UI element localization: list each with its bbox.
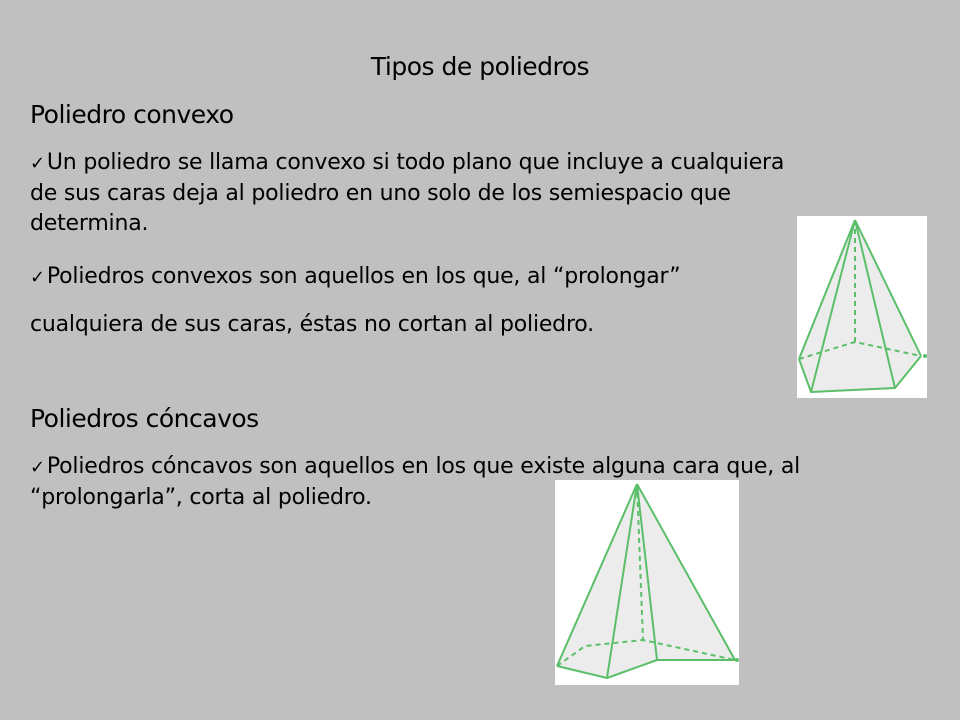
- check-icon: ✓: [30, 457, 45, 478]
- check-icon: ✓: [30, 153, 45, 174]
- convex-pyramid-figure: [797, 216, 927, 398]
- check-icon: ✓: [30, 267, 45, 288]
- convex-bullet-2-text: Poliedros convexos son aquellos en los que, al “prolongar”: [46, 264, 681, 289]
- concave-heading: Poliedros cóncavos: [30, 404, 259, 433]
- convex-heading: Poliedro convexo: [30, 100, 234, 129]
- slide-title: Tipos de poliedros: [370, 52, 590, 81]
- concave-pyramid-figure: [555, 480, 739, 685]
- concave-bullet-1-text: Poliedros cóncavos son aquellos en los que existe alguna cara que, al “prolongarla”, corta al poliedro.: [30, 454, 801, 510]
- convex-bullet-2: [30, 262, 800, 293]
- convex-bullet-2-continued: cualquiera de sus caras, éstas no cortan al poliedro.: [30, 312, 594, 337]
- convex-bullet-1-text: Un poliedro se llama convexo si todo plano que incluye a cualquiera de sus caras deja al poliedro en uno solo de los semiespacio que determina.: [30, 150, 785, 236]
- concave-bullet-1: [30, 452, 930, 513]
- convex-bullet-1: [30, 148, 800, 239]
